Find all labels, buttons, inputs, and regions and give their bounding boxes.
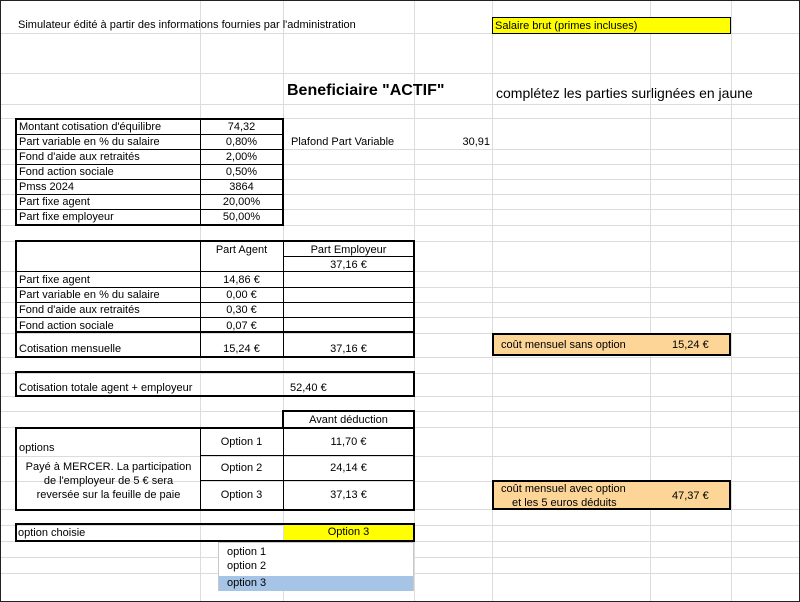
cost-no-option-value: 15,24 € (672, 339, 709, 351)
mercer-note-1: Payé à MERCER. La participation (25, 461, 192, 473)
contribution-agent-value: 14,86 € (223, 274, 260, 286)
param-label: Pmss 2024 (19, 181, 75, 193)
row-line (200, 480, 413, 481)
salary-input-cell[interactable] (492, 17, 731, 34)
gridline (1, 104, 799, 105)
row-line (17, 317, 413, 318)
param-value: 74,32 (227, 121, 256, 133)
choice-label: option choisie (18, 527, 86, 539)
contribution-label: Part fixe agent (19, 274, 90, 286)
cost-no-option-label: coût mensuel sans option (501, 339, 626, 351)
gridline (492, 1, 493, 601)
param-value: 0,80% (225, 136, 258, 148)
mercer-note-3: reversée sur la feuille de paie (36, 489, 181, 501)
option-name: Option 3 (220, 489, 263, 501)
param-label: Fond action sociale (19, 166, 114, 178)
cost-with-option-box (492, 480, 731, 510)
dropdown-item-option-1[interactable]: option 1 (227, 546, 267, 558)
param-value: 50,00% (222, 211, 261, 223)
option-value: 11,70 € (330, 436, 367, 448)
contribution-label: Fond d'aide aux retraités (19, 304, 140, 316)
cost-no-option-box (492, 333, 731, 356)
option-dropdown-list[interactable] (218, 542, 414, 591)
cost-with-option-label-1: coût mensuel avec option (501, 483, 626, 495)
option-value: 37,13 € (330, 489, 367, 501)
gridline (1, 73, 799, 74)
cost-with-option-value: 47,37 € (672, 490, 709, 502)
param-label: Part variable en % du salaire (19, 136, 160, 148)
column-header-employeur: Part Employeur (310, 244, 387, 256)
mercer-note-2: de l'employeur de 5 € sera (43, 475, 174, 487)
option-name: Option 2 (220, 462, 263, 474)
option-value: 24,14 € (330, 462, 367, 474)
selected-option: Option 3 (327, 526, 370, 538)
monthly-agent-value: 15,24 € (223, 343, 260, 355)
employeur-fixe-value: 37,16 € (330, 259, 367, 271)
param-value: 20,00% (222, 196, 261, 208)
plafond-value: 30,91 (462, 136, 490, 148)
page-title: Beneficiaire "ACTIF" (287, 82, 445, 99)
contribution-agent-value: 0,30 € (226, 304, 257, 316)
cost-with-option-label-2: et les 5 euros déduits (512, 497, 617, 509)
contribution-agent-value: 0,07 € (226, 320, 257, 332)
options-header: Avant déduction (309, 414, 388, 426)
plafond-label: Plafond Part Variable (291, 136, 395, 148)
instruction-text: complétez les parties surlignées en jaune (496, 85, 753, 101)
dropdown-item-option-2[interactable]: option 2 (227, 560, 267, 572)
contribution-agent-value: 0,00 € (226, 289, 257, 301)
monthly-label: Cotisation mensuelle (19, 343, 122, 355)
contribution-label: Part variable en % du salaire (19, 289, 160, 301)
monthly-employeur-value: 37,16 € (330, 343, 367, 355)
dropdown-item-option-3[interactable]: option 3 (219, 576, 413, 591)
row-line (200, 455, 413, 456)
total-box (15, 371, 415, 397)
param-label: Part fixe employeur (19, 211, 114, 223)
param-label: Part fixe agent (19, 196, 90, 208)
options-label: options (19, 442, 55, 454)
param-value: 2,00% (225, 151, 258, 163)
salary-label: Salaire brut (primes incluses) (495, 20, 638, 32)
total-label: Cotisation totale agent + employeur (19, 382, 193, 394)
param-label: Fond d'aide aux retraités (19, 151, 140, 163)
total-value: 52,40 € (290, 382, 327, 394)
simulator-note: Simulateur édité à partir des informations fournies par l'administration (18, 19, 356, 31)
param-label: Montant cotisation d'équilibre (19, 121, 162, 133)
param-value: 3864 (229, 181, 254, 193)
column-header-agent: Part Agent (215, 244, 268, 256)
option-name: Option 1 (220, 436, 263, 448)
param-value: 0,50% (225, 166, 258, 178)
option-select-cell[interactable] (284, 525, 413, 540)
contribution-label: Fond action sociale (19, 320, 114, 332)
